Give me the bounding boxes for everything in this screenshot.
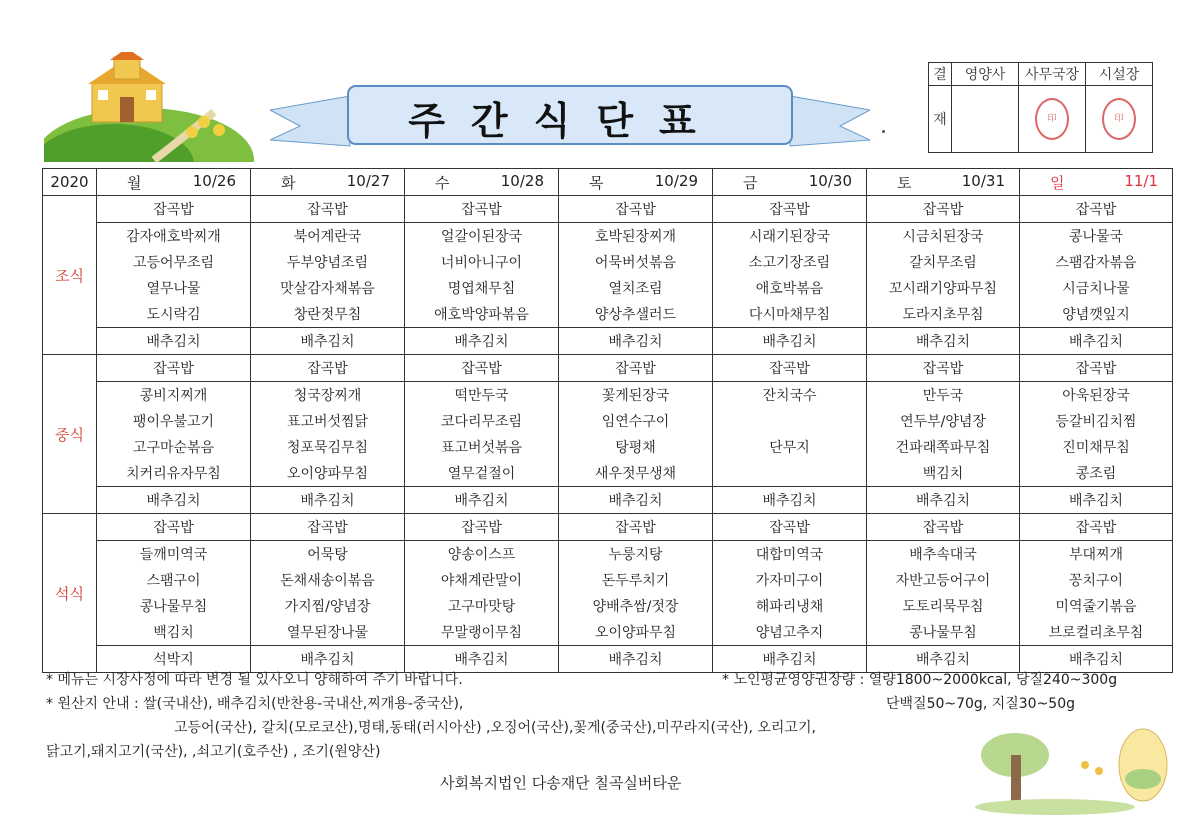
menu-row (43, 249, 1173, 275)
menu-item: 등갈비김치찜 (1020, 408, 1173, 434)
menu-item: 잡곡밥 (559, 196, 713, 223)
day-name: 일 (1050, 173, 1065, 192)
menu-row (43, 514, 1173, 541)
menu-item: 잡곡밥 (251, 196, 405, 223)
menu-item: 콩조림 (1020, 460, 1173, 487)
menu-item: 배추김치 (251, 646, 405, 673)
menu-item: 꽃게된장국 (559, 382, 713, 409)
nutrition-line2: 단백질50~70g, 지질30~50g (886, 696, 1076, 712)
menu-item: 고구마맛탕 (405, 593, 559, 619)
day-header-sat (867, 169, 1020, 196)
menu-item: 배추김치 (867, 646, 1020, 673)
note-origin: * 원산지 안내 : 쌀(국내산), 배추김치(반찬용-국내산,찌개용-중국산), (46, 696, 464, 712)
menu-item (713, 408, 867, 434)
year-cell: 2020 (43, 169, 97, 196)
menu-row (43, 541, 1173, 568)
menu-item: 양상추샐러드 (559, 301, 713, 328)
menu-item: 배추김치 (405, 328, 559, 355)
menu-item (713, 460, 867, 487)
menu-item: 탕평채 (559, 434, 713, 460)
menu-item: 잡곡밥 (713, 196, 867, 223)
menu-item: 북어계란국 (251, 223, 405, 250)
day-name: 금 (743, 173, 758, 192)
menu-row (43, 408, 1173, 434)
day-date: 10/31 (961, 171, 1005, 190)
menu-item: 잡곡밥 (405, 514, 559, 541)
menu-item: 임연수구이 (559, 408, 713, 434)
day-name: 토 (897, 173, 912, 192)
menu-row (43, 567, 1173, 593)
menu-item: 연두부/양념장 (867, 408, 1020, 434)
menu-item: 해파리냉채 (713, 593, 867, 619)
menu-item: 잡곡밥 (97, 355, 251, 382)
approval-sign-manager (1019, 86, 1086, 153)
menu-item: 잡곡밥 (251, 514, 405, 541)
menu-row (43, 382, 1173, 409)
menu-row (43, 593, 1173, 619)
menu-item: 표고버섯찜닭 (251, 408, 405, 434)
menu-item: 열무된장나물 (251, 619, 405, 646)
menu-item: 코다리무조림 (405, 408, 559, 434)
menu-item: 열무나물 (97, 275, 251, 301)
menu-item: 갈치무조림 (867, 249, 1020, 275)
menu-item: 콩비지찌개 (97, 382, 251, 409)
menu-row (43, 275, 1173, 301)
menu-item: 시래기된장국 (713, 223, 867, 250)
menu-item: 잡곡밥 (559, 514, 713, 541)
menu-item: 잡곡밥 (405, 355, 559, 382)
menu-item: 배추김치 (1020, 646, 1173, 673)
menu-item: 배추김치 (405, 487, 559, 514)
nutrition-block (722, 668, 1117, 716)
menu-item: 꼬시래기양파무침 (867, 275, 1020, 301)
menu-item: 잡곡밥 (713, 514, 867, 541)
menu-item: 애호박양파볶음 (405, 301, 559, 328)
menu-item: 콩나물국 (1020, 223, 1173, 250)
menu-row (43, 487, 1173, 514)
menu-row (43, 196, 1173, 223)
day-name: 수 (435, 173, 450, 192)
menu-item: 잡곡밥 (1020, 196, 1173, 223)
menu-item: 도라지초무침 (867, 301, 1020, 328)
menu-item: 만두국 (867, 382, 1020, 409)
dot-mark (882, 130, 885, 133)
menu-row (43, 328, 1173, 355)
menu-item: 청국장찌개 (251, 382, 405, 409)
weekly-menu-table (42, 168, 1173, 673)
menu-item: 백김치 (97, 619, 251, 646)
menu-item: 잡곡밥 (1020, 514, 1173, 541)
menu-item: 스팸감자볶음 (1020, 249, 1173, 275)
approval-role-nutritionist: 영양사 (952, 63, 1019, 86)
menu-item: 자반고등어구이 (867, 567, 1020, 593)
menu-row (43, 301, 1173, 328)
menu-item: 배추김치 (559, 328, 713, 355)
approval-box (928, 62, 1153, 153)
menu-item: 창란젓무침 (251, 301, 405, 328)
day-name: 화 (281, 173, 296, 192)
menu-item: 청포묵김무침 (251, 434, 405, 460)
menu-item: 호박된장찌개 (559, 223, 713, 250)
approval-side-top: 결 (929, 63, 952, 86)
menu-item: 야채계란말이 (405, 567, 559, 593)
menu-item: 명엽채무침 (405, 275, 559, 301)
menu-item: 잡곡밥 (97, 514, 251, 541)
menu-item: 미역줄기볶음 (1020, 593, 1173, 619)
day-date: 10/30 (808, 171, 852, 190)
menu-item: 가지찜/양념장 (251, 593, 405, 619)
menu-item: 잡곡밥 (405, 196, 559, 223)
menu-item: 석박지 (97, 646, 251, 673)
menu-item: 단무지 (713, 434, 867, 460)
menu-item: 누룽지탕 (559, 541, 713, 568)
menu-item: 잡곡밥 (251, 355, 405, 382)
day-header-mon (97, 169, 251, 196)
menu-item: 오이양파무침 (251, 460, 405, 487)
menu-item: 배추속대국 (867, 541, 1020, 568)
note-origin-cont: 고등어(국산), 갈치(모로코산),명태,동태(러시아산) ,오징어(국산),꽃게(중국산),미꾸라지(국산), 오리고기, (174, 720, 816, 736)
menu-item: 건파래쪽파무침 (867, 434, 1020, 460)
approval-sign-nutritionist (952, 86, 1019, 153)
notes-block (46, 668, 816, 764)
menu-item: 두부양념조림 (251, 249, 405, 275)
meal-label: 조식 (43, 196, 97, 355)
menu-item: 배추김치 (405, 646, 559, 673)
day-date: 11/1 (1124, 171, 1158, 190)
day-header-sun (1020, 169, 1173, 196)
menu-item: 부대찌개 (1020, 541, 1173, 568)
menu-item: 아욱된장국 (1020, 382, 1173, 409)
day-date: 10/26 (192, 171, 236, 190)
menu-item: 팽이우불고기 (97, 408, 251, 434)
menu-item: 잡곡밥 (867, 196, 1020, 223)
menu-item: 잡곡밥 (559, 355, 713, 382)
approval-side-bottom: 재 (929, 86, 952, 153)
meal-label: 중식 (43, 355, 97, 514)
menu-item: 잡곡밥 (867, 355, 1020, 382)
menu-item: 열무겉절이 (405, 460, 559, 487)
menu-item: 양념깻잎지 (1020, 301, 1173, 328)
footer-org: 사회복지법인 다송재단 칠곡실버타운 (440, 774, 682, 792)
menu-item: 배추김치 (251, 328, 405, 355)
menu-item: 배추김치 (559, 487, 713, 514)
menu-item: 배추김치 (713, 646, 867, 673)
menu-item: 잡곡밥 (867, 514, 1020, 541)
menu-item: 다시마채무침 (713, 301, 867, 328)
menu-item: 감자애호박찌개 (97, 223, 251, 250)
day-header-thu (559, 169, 713, 196)
menu-item: 배추김치 (97, 487, 251, 514)
menu-row (43, 223, 1173, 250)
day-header-wed (405, 169, 559, 196)
menu-item: 돈채새송이볶음 (251, 567, 405, 593)
menu-item: 콩나물무침 (867, 619, 1020, 646)
menu-item: 잔치국수 (713, 382, 867, 409)
menu-item: 너비아니구이 (405, 249, 559, 275)
menu-item: 얼갈이된장국 (405, 223, 559, 250)
note-origin-cont2: 닭고기,돼지고기(국산), ,쇠고기(호주산) , 조기(원양산) (46, 744, 381, 760)
menu-item: 애호박볶음 (713, 275, 867, 301)
menu-item: 시금치나물 (1020, 275, 1173, 301)
menu-item: 배추김치 (867, 328, 1020, 355)
day-name: 월 (127, 173, 142, 192)
day-date: 10/27 (346, 171, 390, 190)
menu-row (43, 355, 1173, 382)
menu-item: 열치조림 (559, 275, 713, 301)
menu-item: 떡만두국 (405, 382, 559, 409)
menu-item: 가자미구이 (713, 567, 867, 593)
menu-row (43, 434, 1173, 460)
menu-item: 백김치 (867, 460, 1020, 487)
menu-item: 표고버섯볶음 (405, 434, 559, 460)
approval-role-director: 시설장 (1086, 63, 1153, 86)
menu-item: 대합미역국 (713, 541, 867, 568)
note-menu-change: * 메뉴는 시장사정에 따라 변경 될 있사오니 양해하여 주기 바랍니다. (46, 672, 463, 688)
menu-item: 배추김치 (1020, 487, 1173, 514)
menu-item: 고구마순볶음 (97, 434, 251, 460)
day-date: 10/29 (654, 171, 698, 190)
day-name: 목 (589, 173, 604, 192)
menu-item: 고등어무조림 (97, 249, 251, 275)
header-row (43, 169, 1173, 196)
menu-item: 돈두루치기 (559, 567, 713, 593)
menu-item: 소고기장조림 (713, 249, 867, 275)
menu-item: 스팸구이 (97, 567, 251, 593)
menu-item: 진미채무침 (1020, 434, 1173, 460)
day-date: 10/28 (500, 171, 544, 190)
menu-item: 양념고추지 (713, 619, 867, 646)
menu-item: 꽁치구이 (1020, 567, 1173, 593)
meal-label: 석식 (43, 514, 97, 673)
menu-item: 어묵버섯볶음 (559, 249, 713, 275)
menu-item: 맛살감자채볶음 (251, 275, 405, 301)
menu-item: 새우젓무생채 (559, 460, 713, 487)
nutrition-line1: * 노인평균영양권장량 : 열량1800~2000kcal, 당질240~300g (722, 672, 1118, 688)
page-title: 주간식단표 (408, 99, 722, 143)
menu-item: 배추김치 (867, 487, 1020, 514)
menu-item: 시금치된장국 (867, 223, 1020, 250)
stamp-icon: 印 (1102, 98, 1136, 140)
menu-item: 잡곡밥 (97, 196, 251, 223)
menu-item: 오이양파무침 (559, 619, 713, 646)
menu-item: 치커리유자무침 (97, 460, 251, 487)
menu-item: 배추김치 (559, 646, 713, 673)
menu-row (43, 460, 1173, 487)
day-header-tue (251, 169, 405, 196)
menu-item: 배추김치 (251, 487, 405, 514)
menu-item: 도시락김 (97, 301, 251, 328)
menu-item: 무말랭이무침 (405, 619, 559, 646)
menu-item: 들깨미역국 (97, 541, 251, 568)
menu-item: 잡곡밥 (713, 355, 867, 382)
approval-role-manager: 사무국장 (1019, 63, 1086, 86)
menu-item: 배추김치 (97, 328, 251, 355)
menu-item: 브로컬리초무침 (1020, 619, 1173, 646)
menu-item: 배추김치 (713, 487, 867, 514)
stamp-icon: 印 (1035, 98, 1069, 140)
menu-item: 어묵탕 (251, 541, 405, 568)
menu-item: 양배추쌈/젓장 (559, 593, 713, 619)
day-header-fri (713, 169, 867, 196)
house-hill-illustration (44, 52, 274, 162)
approval-sign-director (1086, 86, 1153, 153)
menu-row (43, 619, 1173, 646)
menu-item: 양송이스프 (405, 541, 559, 568)
menu-item: 도토리묵무침 (867, 593, 1020, 619)
menu-item: 배추김치 (713, 328, 867, 355)
tree-egg-illustration (975, 715, 1175, 815)
menu-item: 콩나물무침 (97, 593, 251, 619)
menu-item: 배추김치 (1020, 328, 1173, 355)
menu-item: 잡곡밥 (1020, 355, 1173, 382)
